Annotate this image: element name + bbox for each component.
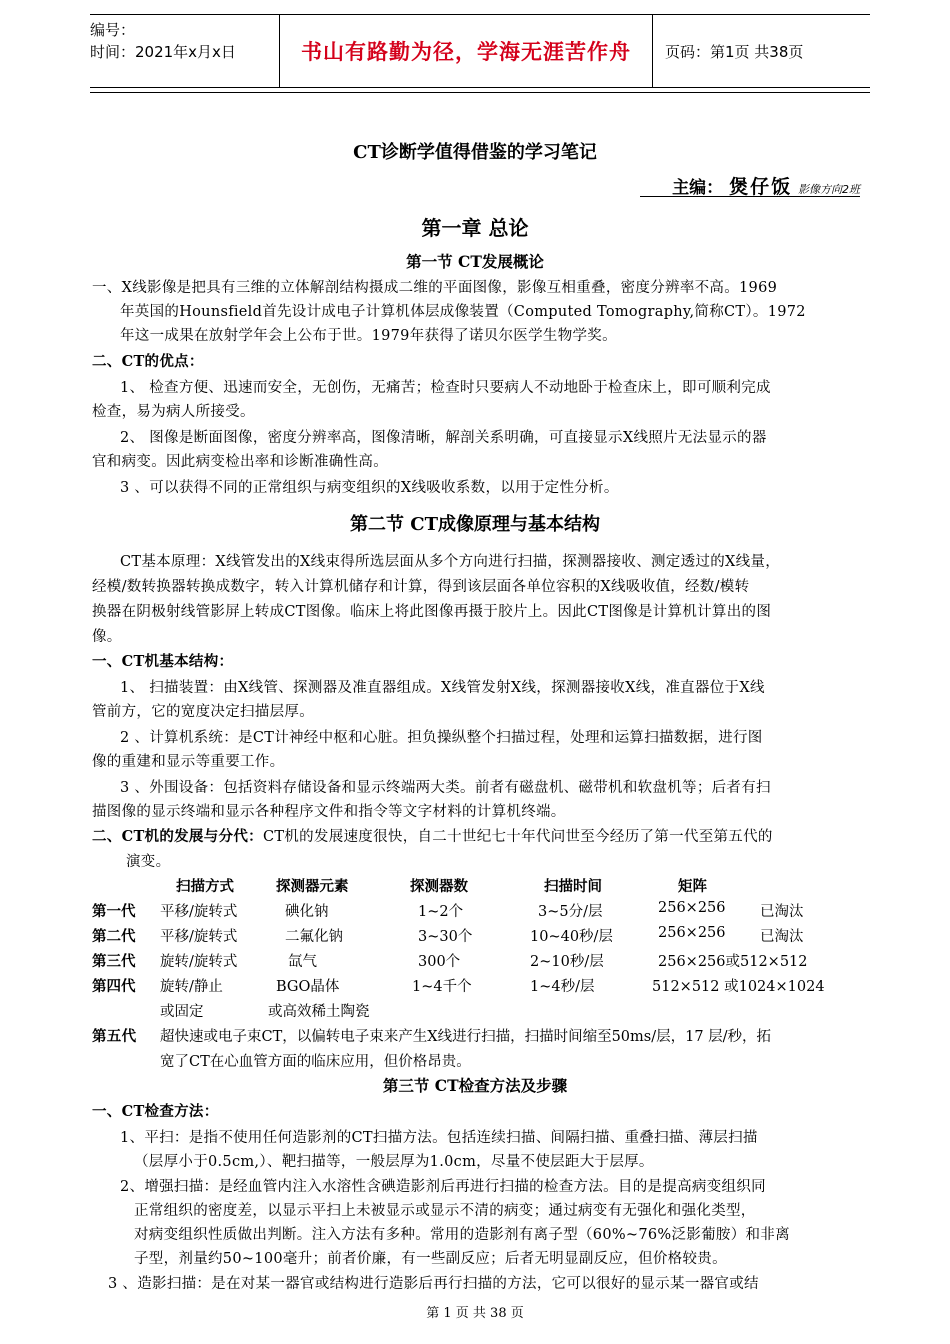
table-cell: 二氟化钠: [285, 929, 343, 945]
gen5-label: 第五代: [92, 1028, 137, 1045]
editor-name: 煲仔饭: [729, 176, 793, 198]
table-cell: 512×512 或1024×1024: [652, 979, 825, 995]
table-cell: 3~30个: [418, 929, 473, 945]
chapter-title: 第一章 总论: [421, 216, 529, 240]
table-row-gen: 第三代: [92, 953, 136, 970]
table-cell: 1~2个: [418, 904, 464, 920]
s3-line: （层厚小于0.5cm,）、靶扫描等，一般层厚为1.0cm，尽量不使层距大于层厚。: [134, 1154, 654, 1170]
s2-struct-heading: 一、CT机基本结构：: [92, 653, 234, 670]
table-cell: 256×256或512×512: [658, 954, 808, 970]
s3-line: 对病变组织性质做出判断。注入方法有多种。常用的造影剂有离子型（60%~76%泛影葡胺）和非离: [134, 1227, 790, 1243]
table-cell: 氙气: [288, 954, 317, 970]
page-footer: 第 1 页 共 38 页: [426, 1306, 524, 1321]
header-motto: 书山有路勤为径，学海无涯苦作舟: [280, 15, 653, 88]
table-row-gen: 第二代: [92, 928, 136, 945]
table-cell: 碘化钠: [285, 904, 329, 920]
editor-line: [672, 172, 860, 199]
gen5-text2: 宽了CT在心血管方面的临床应用，但价格昂贵。: [160, 1054, 471, 1070]
table-cell: BGO晶体: [276, 979, 340, 995]
s1-adv-line: 1、 检查方便、迅速而安全，无创伤，无痛苦；检查时只要病人不动地卧于检查床上，即可顺利完成: [120, 380, 771, 396]
table-cell: 2~10秒/层: [530, 954, 604, 970]
s2-dev-line: [92, 825, 773, 846]
table-cell: 1~4秒/层: [530, 979, 595, 995]
table-cell: 256×256: [658, 900, 726, 916]
section-1-title: 第一节 CT发展概论: [406, 252, 544, 271]
table-cell: 旋转/旋转式: [160, 954, 238, 970]
s2-struct-line: 像的重建和显示等重要工作。: [92, 754, 285, 770]
section-3-title: 第三节 CT检查方法及步骤: [382, 1076, 568, 1095]
s1-adv-heading: 二、CT的优点：: [92, 353, 204, 370]
table-cell: 300个: [418, 954, 461, 970]
s3-line: 2、增强扫描：是经血管内注入水溶性含碘造影剂后再进行扫描的检查方法。目的是提高病变组织同: [120, 1179, 766, 1195]
table-cell: 或高效稀土陶瓷: [268, 1004, 370, 1020]
header-meta: [90, 15, 280, 88]
s1-line: 年这一成果在放射学年会上公布于世。1979年获得了诺贝尔医学生物学奖。: [120, 328, 617, 344]
table-cell: 平移/旋转式: [160, 929, 238, 945]
table-cell: 3~5分/层: [538, 904, 603, 920]
s2-struct-line: 3 、外围设备：包括资料存储设备和显示终端两大类。前者有磁盘机、磁带机和软盘机等；后者有扫: [120, 780, 771, 796]
table-header: 矩阵: [678, 878, 707, 895]
table-cell: 10~40秒/层: [530, 929, 613, 945]
doc-title: CT诊断学值得借鉴的学习笔记: [353, 142, 597, 163]
s3-line: 1、平扫：是指不使用任何造影剂的CT扫描方法。包括连续扫描、间隔扫描、重叠扫描、薄层扫描: [120, 1130, 758, 1146]
s1-adv-line: 2、 图像是断面图像，密度分辨率高，图像清晰，解剖关系明确，可直接显示X线照片无法显示的器: [120, 430, 767, 446]
s3-line: 子型，剂量约50~100毫升；前者价廉，有一些副反应；后者无明显副反应，但价格较贵。: [134, 1251, 727, 1267]
s2-principle-line: 经模/数转换器转换成数字，转入计算机储存和计算，得到该层面各单位容积的X线吸收值，经数/模转: [92, 579, 750, 595]
table-cell: 已淘汰: [760, 929, 804, 945]
s1-line: 一、X线影像是把具有三维的立体解剖结构摄成二维的平面图像，影像互相重叠，密度分辨率不高。1969: [92, 280, 778, 296]
table-cell: 或固定: [160, 1004, 204, 1020]
table-header: 探测器元素: [276, 878, 349, 895]
table-header: 扫描时间: [544, 878, 602, 895]
s1-adv-line: 3 、可以获得不同的正常组织与病变组织的X线吸收系数，以用于定性分析。: [120, 480, 619, 496]
table-cell: 256×256: [658, 925, 726, 941]
table-header: 探测器数: [410, 878, 468, 895]
header-page-info: 页码：第1页 共38页: [653, 15, 871, 88]
s2-struct-line: 1、 扫描装置：由X线管、探测器及准直器组成。X线管发射X线，探测器接收X线，准直器位于X线: [120, 680, 765, 696]
s2-principle-line: 换器在阴极射线管影屏上转成CT图像。临床上将此图像再摄于胶片上。因此CT图像是计算机计算出的图: [92, 604, 772, 620]
editor-label: 主编：: [672, 178, 724, 198]
table-cell: 旋转/静止: [160, 979, 223, 995]
s3-heading: 一、CT检查方法：: [92, 1103, 219, 1120]
s3-line: 正常组织的密度差，以显示平扫上未被显示或显示不清的病变；通过病变有无强化和强化类型，: [134, 1203, 756, 1219]
s2-principle-line: CT基本原理：X线管发出的X线束得所选层面从多个方向进行扫描，探测器接收、测定透过的X线量，: [120, 554, 781, 570]
section-2-title: 第二节 CT成像原理与基本结构: [350, 514, 600, 535]
table-header: 扫描方式: [176, 878, 234, 895]
s2-struct-line: 2 、计算机系统：是CT计神经中枢和心脏。担负操纵整个扫描过程，处理和运算扫描数据，进行图: [120, 730, 763, 746]
table-row-gen: 第四代: [92, 978, 136, 995]
table-cell: 平移/旋转式: [160, 904, 238, 920]
s2-dev-text: CT机的发展速度很快，自二十世纪七十年代问世至今经历了第一代至第五代的: [262, 829, 773, 845]
s2-dev-text2: 演变。: [126, 854, 171, 870]
s2-struct-line: 管前方，它的宽度决定扫描层厚。: [92, 704, 314, 720]
editor-underline: [640, 196, 860, 197]
number-label: 编号：: [90, 21, 136, 39]
s1-adv-line: 检查，易为病人所接受。: [92, 404, 255, 420]
s2-dev-heading: 二、CT机的发展与分代：: [92, 828, 263, 845]
s1-adv-line: 官和病变。因此病变检出率和诊断准确性高。: [92, 454, 388, 470]
header-rule: [90, 92, 870, 93]
table-cell: 1~4千个: [412, 979, 472, 995]
page-header: [90, 14, 870, 88]
gen5-text: 超快速或电子束CT，以偏转电子束来产生X线进行扫描，扫描时间缩至50ms/层，17 层/秒，拓: [160, 1029, 772, 1045]
s2-principle-line: 像。: [92, 629, 122, 645]
table-row-gen: 第一代: [92, 903, 136, 920]
editor-class: 影像方向2班: [798, 183, 860, 196]
s3-line: 3 、造影扫描：是在对某一器官或结构进行造影后再行扫描的方法，它可以很好的显示某一器官或结: [108, 1276, 759, 1292]
s1-line: 年英国的Hounsfield首先设计成电子计算机体层成像装置（Computed Tomography,简称CT）。1972: [120, 304, 806, 320]
table-cell: 已淘汰: [760, 904, 804, 920]
s2-struct-line: 描图像的显示终端和显示各种程序文件和指令等文字材料的计算机终端。: [92, 804, 566, 820]
time-label: 时间：2021年x月x日: [90, 43, 236, 61]
